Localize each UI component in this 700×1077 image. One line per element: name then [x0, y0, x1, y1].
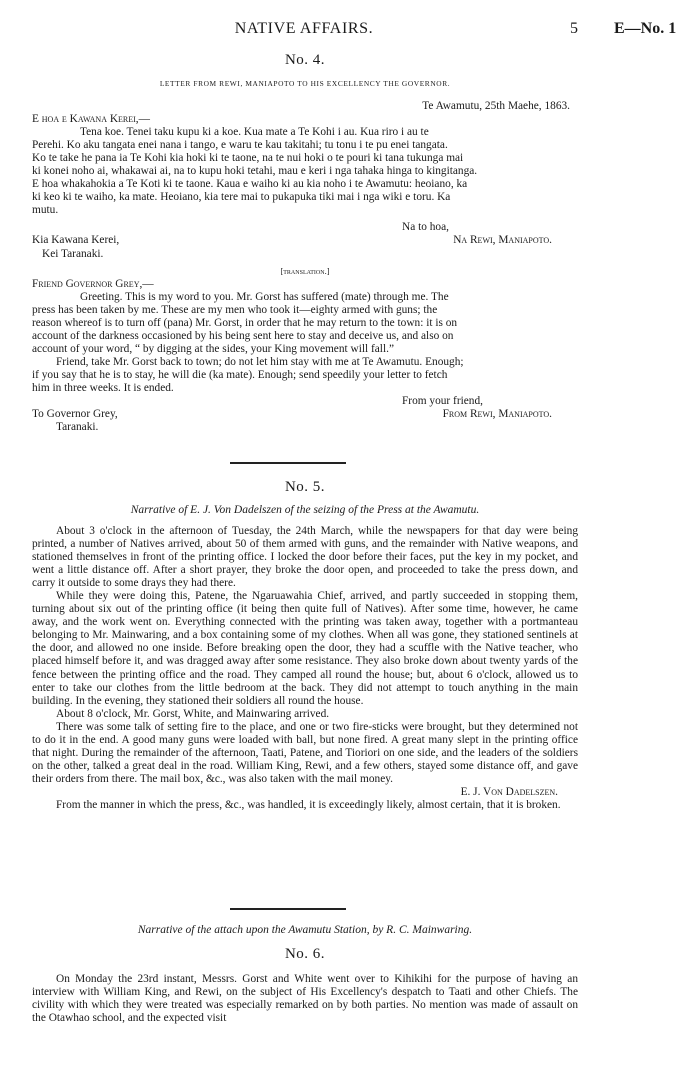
narrative-paragraph: While they were doing this, Patene, the Ngaruawahia Chief, arrived, and partly succeeded in stopping them, turning about six out of the printing office (it being then quite full of Natives). After some time, however, he came away, and the work went on. Everything connected with the printing was taken away, together with a portmanteau belonging to Mr. Mainwaring, and a box containing some of my clothes. When all was gone, they stationed sentinels at the door, and allowed no one inside. Before breaking open the door, they had a scuffle with the Native teacher, who placed himself before it, and was dragged away after some resistance. They also broke down about twenty yards of the fence between the printing office and the road. They camped all round the house; but, about 6 o'clock, allowed us to enter to take our clothes from the little bedroom at the back. They did not attempt to touch anything in the main building. In the evening, they stationed their soldiers all round the house.	[32, 590, 578, 707]
maori-line: Perehi. Ko aku tangata enei nana i tango, e waru te kau takitahi; tu tonu i te pu enei tangata.	[32, 139, 448, 152]
address-place: Kei Taranaki.	[42, 247, 104, 260]
english-line: account of the darkness occasioned by his being sent here to stay and deceive us, and also on	[32, 329, 454, 342]
maori-line: Ko te take he pana ia Te Kohi kia hoki ki te taone, na te nui hoki o te pouri ki tana tukunga mai	[32, 152, 464, 165]
maori-line: Tena koe. Tenei taku kupu ki a koe. Kua mate a Te Kohi i au. Kua riro i au te	[80, 126, 429, 139]
english-line: Friend, take Mr. Gorst back to town; do not let him stay with me at Te Awamutu. Enough;	[56, 355, 464, 368]
maori-letter-body	[32, 126, 578, 217]
running-header-title: NATIVE AFFAIRS.	[234, 20, 374, 37]
translation-label: [translation.]	[280, 265, 330, 276]
address-left: Kia Kawana Kerei,	[32, 234, 120, 247]
english-line: him in three weeks. It is ended.	[32, 381, 174, 394]
section-no4	[32, 52, 578, 434]
narrative-paragraph: About 3 o'clock in the afternoon of Tuesday, the 24th March, while the newspapers for that day were being printed, a number of Natives arrived, about 50 of them armed with guns, and the remainder with Native weapons, and stationed themselves in front of the printing office. I locked the door before their faces, put the key in my pocket, and went a little distance off. After a short prayer, they broke the door open, and proceeded to take the press down, and carry it outside to some drays they had there.	[32, 525, 578, 590]
letter-closing: Na to hoa,	[402, 221, 449, 234]
narrative-paragraph: About 8 o'clock, Mr. Gorst, White, and Mainwaring arrived.	[56, 707, 330, 720]
section-number: No. 5.	[284, 479, 326, 495]
letter-salutation: E hoa e Kawana Kerei,—	[32, 113, 150, 126]
english-line: account of your word, “ by digging at the sides, your King movement will fall.”	[32, 342, 394, 355]
section-no6	[32, 924, 578, 1025]
narrative-paragraph: There was some talk of setting fire to the place, and one or two fire-sticks were brought, but they determined not to do it in the end. A good many guns were loaded with ball, but none fired. A great many slept in the printing office that night. During the remainder of the afternoon, Taati, Patene, and Tioriori on one side, and the leaders of the soldiers on the other, talked a great deal in the road. William King, Rewi, and a few others, stayed some distance off, and gave their orders from there. The mail box, &c., was also taken with the mail money.	[32, 720, 578, 785]
friend-salutation: Friend Governor Grey,—	[32, 277, 154, 290]
recipient-place: Taranaki.	[56, 421, 99, 434]
letter-closing: From your friend,	[402, 395, 483, 408]
english-line: if you say that he is to stay, he will die (ka mate). Enough; send speedily your letter to fetch	[32, 368, 448, 381]
recipient-line: To Governor Grey,	[32, 408, 118, 421]
section-divider	[230, 462, 346, 464]
page-number: 5	[570, 20, 578, 37]
narrative-signature: E. J. Von Dadelszen.	[460, 785, 558, 798]
english-line: press has been taken by me. These are my men who took it—eighty armed with guns; the	[32, 303, 438, 316]
narrative-title: Narrative of E. J. Von Dadelszen of the seizing of the Press at the Awamutu.	[130, 504, 480, 516]
english-line: Greeting. This is my word to you. Mr. Gorst has suffered (mate) through me. The	[80, 290, 449, 303]
section-number: No. 4.	[284, 52, 326, 68]
narrative-paragraph: On Monday the 23rd instant, Messrs. Gorst and White went over to Kihikihi for the purpose of having an interview with William King, and Rewi, on the subject of His Excellency's despatch to Taati and other Chiefs. The civility with which they were treated was especially remarked on by both parties. No mention was made of assault on the Otawhao school, and the expected visit	[32, 973, 578, 1025]
maori-line: ki konei noho ai, whakawai ai, na to kupu hoki tetahi, mau e keri i nga tahaka hinga to kingitanga.	[32, 165, 478, 178]
document-reference: E—No. 1	[614, 20, 677, 37]
letter-signature: Na Rewi, Maniapoto.	[453, 234, 552, 247]
english-translation-body	[32, 291, 578, 395]
section-number: No. 6.	[284, 946, 326, 962]
english-line: reason whereof is to turn off (pana) Mr. Gorst, in order that he may return to the town: it is on	[32, 316, 458, 329]
narrative-title: Narrative of the attach upon the Awamutu Station, by R. C. Mainwaring.	[137, 924, 473, 936]
maori-line: mutu.	[32, 204, 59, 217]
section-divider	[230, 908, 346, 910]
maori-line: ki keo ki te waiho, ka mate. Heoiano, kia tere mai to pukapuka tiki mai i nga wiki e toru. Ka	[32, 191, 451, 204]
letter-subtitle: LETTER FROM REWI, MANIAPOTO TO HIS EXCELLENCY THE GOVERNOR.	[159, 79, 451, 88]
maori-line: E hoa whakahokia a Te Koti ki te taone. Kaua e waiho ki au kia noho i te Awamutu: heoiano, ka	[32, 178, 468, 191]
letter-date: Te Awamutu, 25th Maehe, 1863.	[422, 100, 570, 112]
section-no5	[32, 479, 578, 812]
narrative-paragraph: From the manner in which the press, &c., was handled, it is exceedingly likely, almost certain, that it is broken.	[56, 798, 561, 811]
letter-signature: From Rewi, Maniapoto.	[442, 408, 552, 421]
